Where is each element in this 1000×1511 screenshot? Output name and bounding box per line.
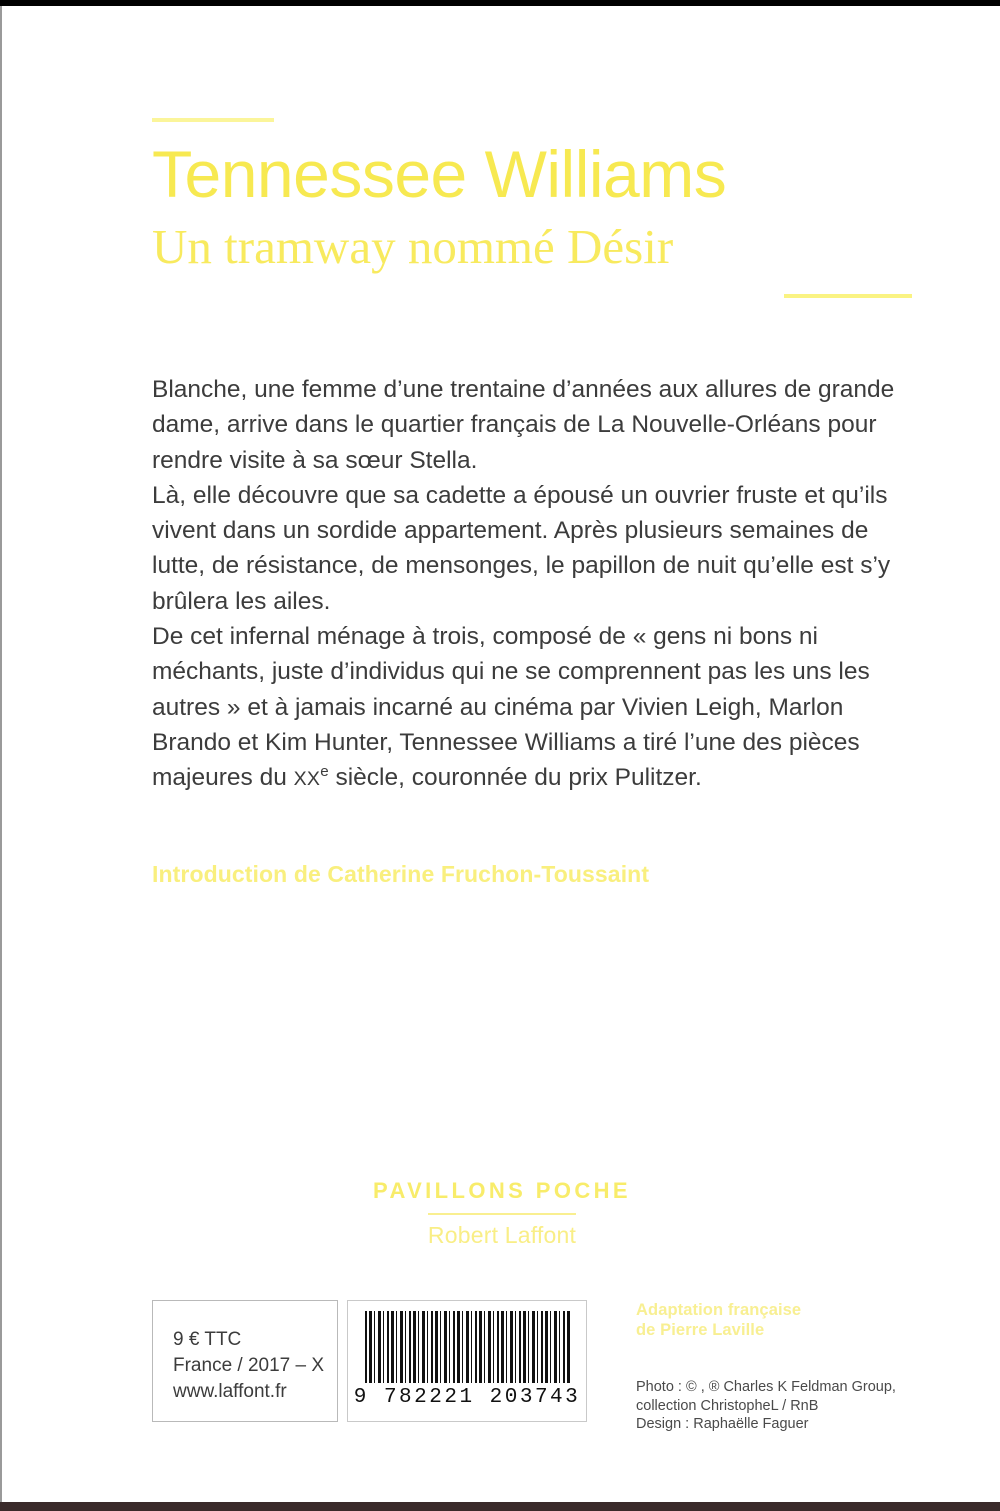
adaptation-credit-line-1: Adaptation française [636,1301,802,1319]
photo-credit-line-1: Photo : © , ® Charles K Feldman Group, [636,1379,896,1395]
price-value: 9 € TTC [173,1329,242,1350]
book-title: Un tramway nommé Désir [152,218,674,274]
cover-footer [2,1294,1000,1434]
blurb-paragraph-1: Blanche, une femme d’une trentaine d’années aux allures de grande dame, arrive dans le quartier français de La Nouvelle-Orléans pour rendre visite à sa sœur Stella. [152,376,895,474]
publisher-name: Robert Laffont [427,1222,577,1248]
adaptation-credit-line-2: de Pierre Laville [636,1321,765,1339]
blurb-paragraph-3-tail: siècle, couronnée du prix Pulitzer. [328,764,702,792]
credits-block [636,1300,936,1434]
author-name: Tennessee Williams [152,137,727,211]
price-information-box [152,1300,338,1422]
barcode-bars [365,1311,570,1383]
blurb-paragraph-3-lead: De cet infernal ménage à trois, composé de « gens ni bons ni méchants, juste d’individus qui ne se comprennent pas les uns les autres » et à jamais incarné au cinéma par Vivien Leigh, Marlon Brando et Kim Hunter, Tennessee Williams a tiré l’une des pièces majeures du [152,623,870,792]
introduction-credit: Introduction de Catherine Fruchon-Toussaint [152,861,650,887]
imprint-divider-rule [428,1213,576,1215]
design-credit-line: Design : Raphaëlle Faguer [636,1416,809,1432]
century-smallcaps: XX [293,768,321,791]
page-bottom-edge-bar [0,1502,1000,1511]
photo-and-design-credits [636,1378,936,1434]
collection-name: PAVILLONS POCHE [373,1178,631,1203]
photo-credit-line-2: collection ChristopheL / RnB [636,1397,819,1414]
decorative-rule-below-title [784,294,912,298]
cover-header [152,118,912,298]
book-back-cover [2,6,1000,1502]
adaptation-credit [636,1300,936,1340]
blurb-paragraph-2: Là, elle découvre que sa cadette a épousé un ouvrier fruste et qu’ils vivent dans un sordide appartement. Après plusieurs semaines de lutte, de résistance, de mensonges, le papillon de nuit qu’elle est s’y brûlera les ailes. [152,481,891,615]
publisher-imprint-block [2,1178,1000,1249]
century-ordinal-suffix: e [320,763,329,781]
publisher-website[interactable]: www.laffont.fr [173,1381,287,1402]
back-cover-blurb [152,372,922,798]
blurb-paragraph-3 [152,619,922,797]
decorative-rule-above-title [152,118,274,122]
isbn-number: 9 782221 203743 [353,1386,581,1409]
isbn-barcode-box [347,1300,587,1422]
country-and-year: France / 2017 – X [173,1355,325,1376]
